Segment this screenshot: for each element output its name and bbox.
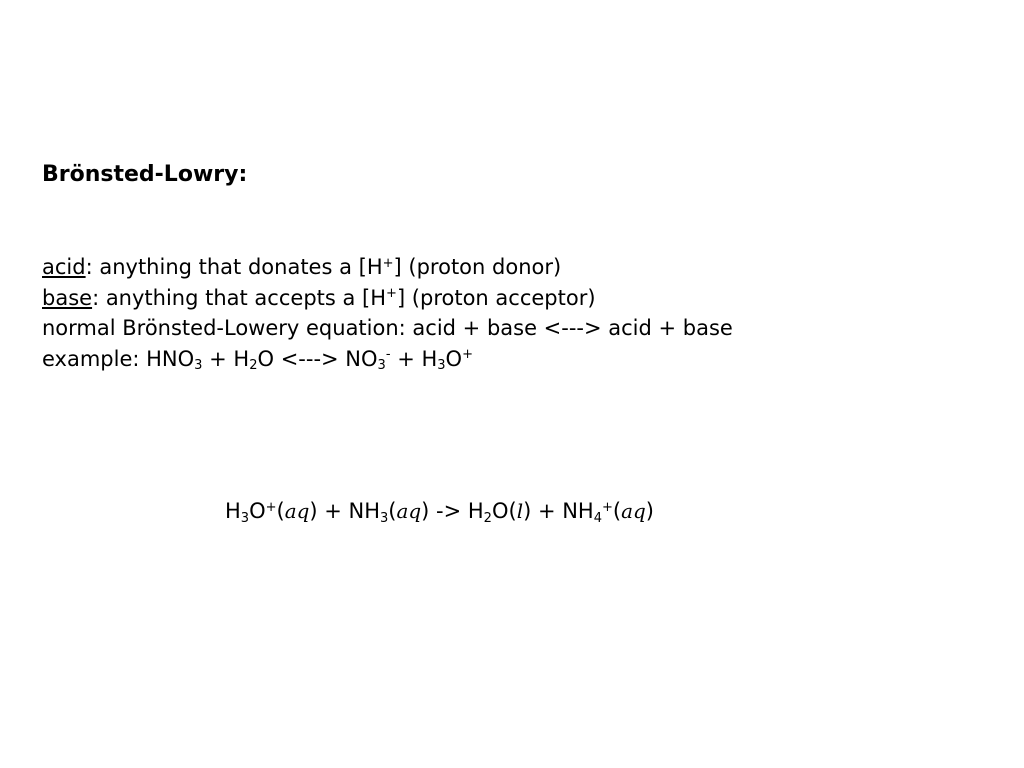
h3o-subscript: 3: [437, 358, 446, 374]
reaction-nh4-charge: +: [602, 499, 613, 515]
reaction-open-2: (: [388, 499, 397, 523]
acid-proton-charge: +: [382, 255, 394, 271]
base-definition-text: : anything that accepts a [H: [92, 285, 387, 310]
acid-definition-tail: ] (proton donor): [393, 255, 562, 279]
reaction-equation: [225, 496, 654, 526]
h2o-subscript: 2: [249, 358, 258, 374]
reaction-h3o-subscript: 3: [240, 510, 250, 526]
reaction-state-aq-1: aq: [284, 499, 310, 523]
reaction-state-aq-4: aq: [621, 499, 646, 523]
definition-notes: [42, 252, 733, 374]
no3-charge: -: [385, 347, 391, 363]
reaction-h2o-subscript: 2: [483, 510, 492, 526]
reaction-nh3-subscript: 3: [380, 510, 389, 526]
base-definition: [42, 283, 733, 314]
reaction-hydronium-h: H: [225, 499, 241, 523]
no3-subscript: 3: [377, 358, 386, 374]
example-oxygen: O: [445, 346, 463, 371]
example-plus-water: + H: [202, 346, 250, 371]
example-arrow: O <---> NO: [257, 346, 378, 371]
example-prefix: example: HNO: [42, 346, 195, 371]
base-proton-charge: +: [386, 286, 397, 302]
reaction-state-l: l: [516, 499, 524, 523]
example-plus-hydronium: + H: [390, 346, 438, 371]
hno3-subscript: 3: [194, 358, 203, 374]
reaction-h3o-charge: +: [265, 499, 277, 515]
reaction-plus-ammonia: ) + NH: [309, 499, 381, 523]
reaction-water-o: O(: [491, 499, 517, 523]
acid-term: acid: [42, 255, 86, 279]
h3o-charge: +: [462, 347, 473, 363]
acid-definition: [42, 252, 733, 283]
acid-definition-text: : anything that donates a [H: [85, 255, 383, 279]
base-term: base: [42, 285, 93, 310]
example-equation: [42, 344, 733, 375]
reaction-arrow-water: ) -> H: [421, 499, 484, 523]
reaction-close-4: ): [645, 499, 654, 523]
reaction-open-4: (: [612, 499, 622, 523]
reaction-state-aq-2: aq: [396, 499, 422, 523]
reaction-plus-ammonium: ) + NH: [523, 499, 594, 523]
general-equation: normal Brönsted-Lowery equation: acid + base <---> acid + base: [42, 316, 733, 340]
base-definition-tail: ] (proton acceptor): [396, 285, 596, 310]
reaction-nh4-subscript: 4: [593, 510, 602, 526]
slide-heading: Brönsted-Lowry:: [42, 162, 248, 187]
reaction-hydronium-o: O: [249, 499, 266, 523]
reaction-open-1: (: [276, 499, 285, 523]
